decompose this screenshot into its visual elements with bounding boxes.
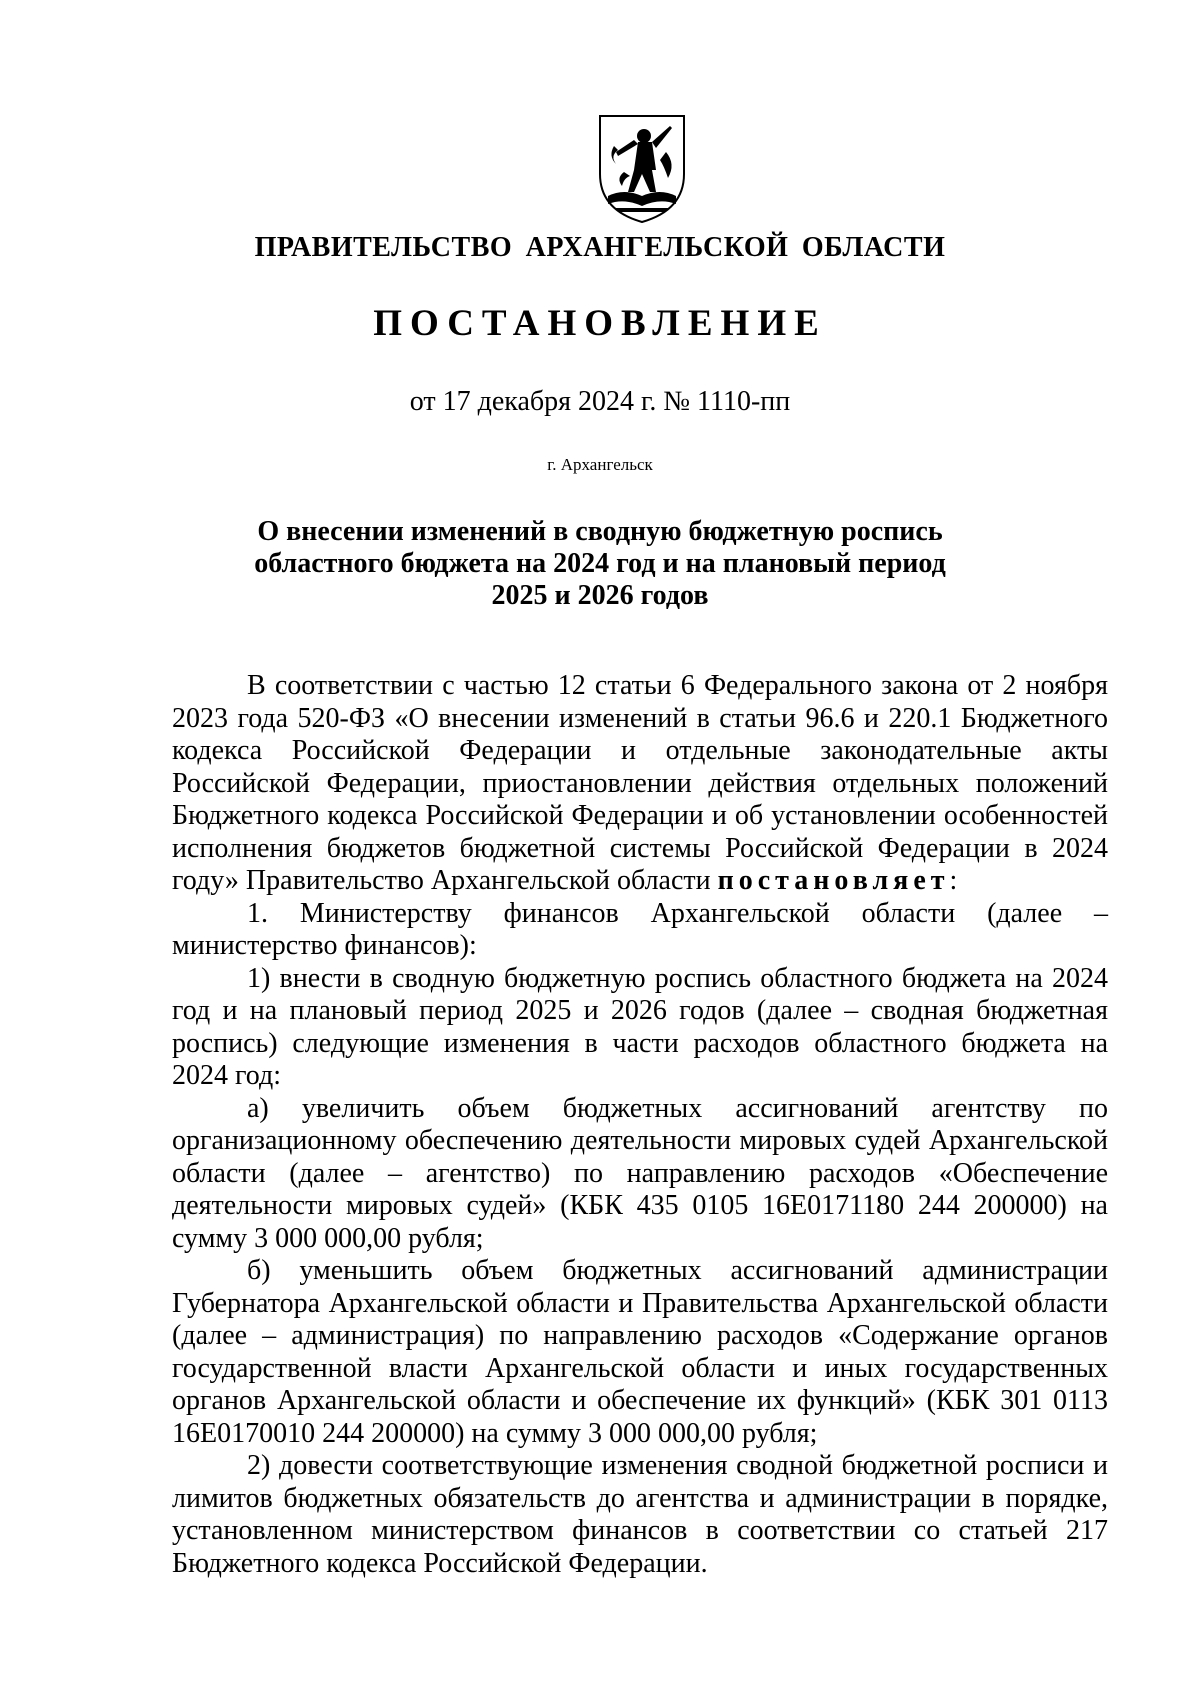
clause-1-item-2: 2) довести соответствующие изменения сводной бюджетной росписи и лимитов бюджетных обязательств до агентства и администрации в порядке, установленном министерством финансов в соответствии со статьей 217 Бюджетного кодекса Российской Федерации. [172,1450,1108,1579]
clause-1-item-1-a: а) увеличить объем бюджетных ассигнований агентству по организационному обеспечению деятельности мировых судей Архангельской области (далее – агентство) по направлению расходов «Обеспечение деятельности мировых судей» (КБК 435 0105 16Е0171180 244 200000) на сумму 3 000 000,00 рубля; [172,1092,1108,1254]
title-line: областного бюджета на 2024 год и на плановый период [254,548,946,579]
decree-keyword: постановляет [717,865,950,896]
document-type: ПОСТАНОВЛЕНИЕ [373,303,827,344]
date-and-number: от 17 декабря 2024 г. № 1110-пп [409,386,791,417]
coat-of-arms-emblem [594,112,690,224]
preamble-paragraph [172,670,1108,898]
preamble-text: В соответствии с частью 12 статьи 6 Федерального закона от 2 ноября 2023 года 520-ФЗ «О внесении изменений в статьи 96.6 и 220.1 Бюджетного кодекса Российской Федерации и отдельные законодательные акты Российской Федерации, приостановлении действия отдельных положений Бюджетного кодекса Российской Федерации и об установлении особенностей исполнения бюджетов бюджетной системы Российской Федерации в 2024 году» Правительство Архангельской области [172,670,1108,896]
clause-1: 1. Министерству финансов Архангельской области (далее – министерство финансов): [172,897,1108,961]
title-line: О внесении изменений в сводную бюджетную роспись [257,516,943,547]
document-body [172,670,1108,1580]
city: г. Архангельск [547,455,653,474]
organization-name: ПРАВИТЕЛЬСТВО АРХАНГЕЛЬСКОЙ ОБЛАСТИ [254,232,946,263]
clause-1-item-1: 1) внести в сводную бюджетную роспись областного бюджета на 2024 год и на плановый период 2025 и 2026 годов (далее – сводная бюджетная роспись) следующие изменения в части расходов областного бюджета на 2024 год: [172,962,1108,1091]
clause-1-item-1-b: б) уменьшить объем бюджетных ассигнований администрации Губернатора Архангельской области и Правительства Архангельской области (далее – администрация) по направлению расходов «Содержание органов государственной власти Архангельской области и иных государственных органов Архангельской области и обеспечение их функций» (КБК 301 0113 16Е0170010 244 200000) на сумму 3 000 000,00 рубля; [172,1255,1108,1449]
document-title [200,516,1000,612]
preamble-colon: : [949,865,958,896]
title-line: 2025 и 2026 годов [491,580,709,611]
